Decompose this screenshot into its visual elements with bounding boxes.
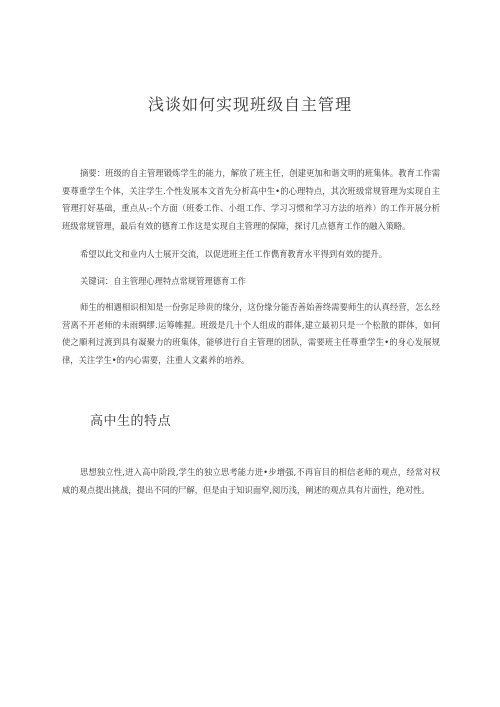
intro-paragraph: 师生的相遇相识相知是一份弥足珍贵的缘分，这份缘分能否善始善终需要师生的认真经营，怎么经营离不开老师的未雨绸缪.运筹帷握。班级是几十个人组成的群体,建立最初只是一个松散的群体，如何使之順利过渡到具有凝聚力的班集体，能够进行自主管理的团队，需要班主任尊重学生•的身心发展规律，关注学生•的内心需要，注重人文素养的培养。	[62, 302, 440, 365]
page-title: 浅谈如何实现班级自主管理	[147, 95, 352, 114]
section-heading: 高中生的特点	[90, 414, 172, 429]
hope-paragraph: 希望以此文和业内人士展开交流，以促进班主任工作儁育教育水平得到有效的提升。	[80, 249, 387, 259]
abstract-paragraph: 摘要：班级的自主管理锻炼学生的能力，解放了班主任，创建更加和谐文明的班集体。教育工作需要尊重学生个体，关注学生.个性发展本文首先分析高中生•的心理特点，其次班级常规管理为实现自主管理打好基础，重点从-:个方面（班委工作、小组工作、学习习惯和学习方法的培养）的工作开展分析班级常规管理，最后有效的德育工作这是实现自主管理的保障，探讨几点德育工作的融入策略。	[62, 168, 440, 231]
keywords-paragraph: 关键词：自主管理心理特点常规管理德育工作	[80, 276, 246, 286]
section-paragraph: 思想独立性,进入高中阶段,学生的独立思考能力进•步增强,不再盲目的相信老师的观点，经常对权威的观点提出挑战，提出不同的尸解，但是由于知识面窄,阅历浅，阐述的观点具有片面性，绝对性。	[62, 467, 440, 495]
